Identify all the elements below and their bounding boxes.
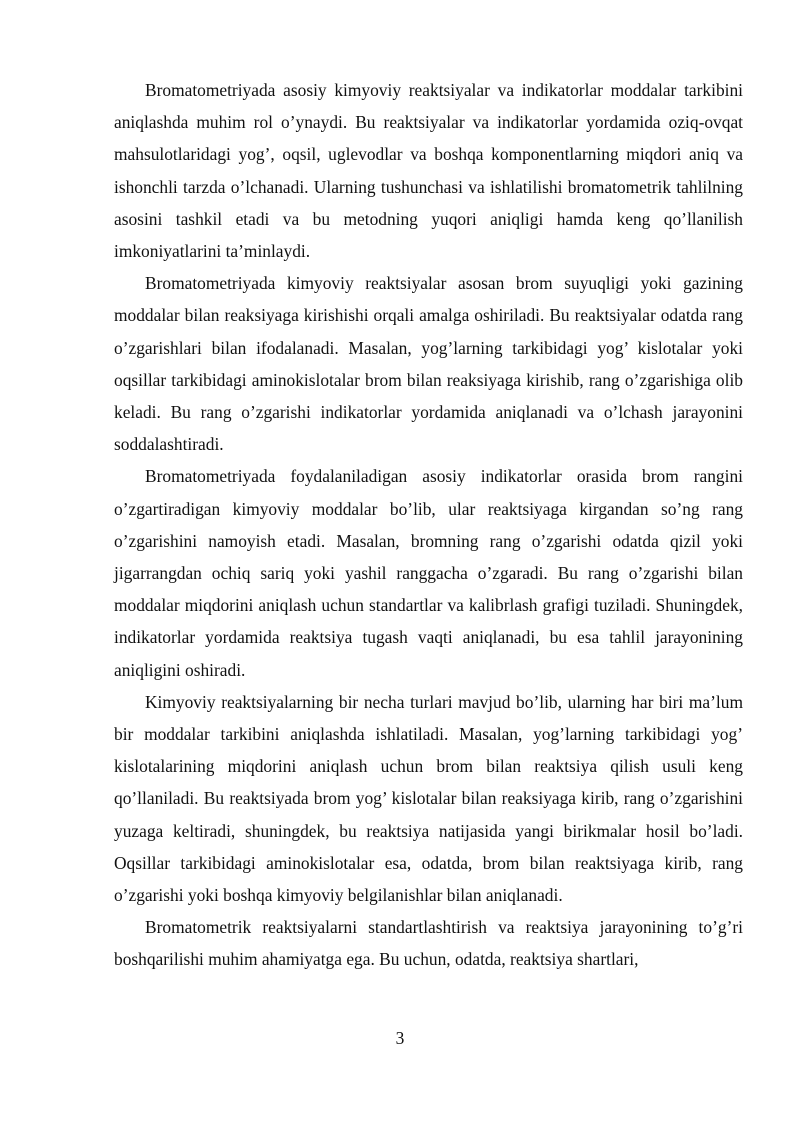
page-number: 3 [395, 1028, 405, 1048]
document-body [114, 74, 743, 976]
paragraph-2: Bromatometriyada kimyoviy reaktsiyalar asosan brom suyuqligi yoki gazining moddalar bilan reaksiyaga kirishishi orqali amalga oshiriladi. Bu reaktsiyalar odatda rang o’zgarishlari bilan ifodalanadi. Masalan, yog’larning tarkibidagi yog’ kislotalar yoki oqsillar tarkibidagi aminokislotalar brom bilan reaksiyaga kirishib, rang o’zgarishiga olib keladi. Bu rang o’zgarishi indikatorlar yordamida aniqlanadi va o’lchash jarayonini soddalashtiradi. [114, 273, 743, 455]
paragraph-5: Bromatometrik reaktsiyalarni standartlashtirish va reaktsiya jarayonining to’g’ri boshqarilishi muhim ahamiyatga ega. Bu uchun, odatda, reaktsiya shartlari, [114, 917, 743, 970]
paragraph-1: Bromatometriyada asosiy kimyoviy reaktsiyalar va indikatorlar moddalar tarkibini aniqlashda muhim rol o’ynaydi. Bu reaktsiyalar va indikatorlar yordamida oziq-ovqat mahsulotlaridagi yog’, oqsil, uglevodlar va boshqa komponentlarning miqdori aniq va ishonchli tarzda o’lchanadi. Ularning tushunchasi va ishlatilishi bromatometrik tahlilning asosini tashkil etadi va bu metodning yuqori aniqligi hamda keng qo’llanilish imkoniyatlarini ta’minlaydi. [114, 80, 743, 262]
paragraph-3: Bromatometriyada foydalaniladigan asosiy indikatorlar orasida brom rangini o’zgartiradigan kimyoviy moddalar bo’lib, ular reaktsiyaga kirgandan so’ng rang o’zgarishini namoyish etadi. Masalan, bromning rang o’zgarishi odatda qizil yoki jigarrangdan ochiq sariq yoki yashil ranggacha o’zgaradi. Bu rang o’zgarishi bilan moddalar miqdorini aniqlash uchun standartlar va kalibrlash grafigi tuziladi. Shuningdek, indikatorlar yordamida reaktsiya tugash vaqti aniqlanadi, bu esa tahlil jarayonining aniqligini oshiradi. [114, 466, 743, 680]
paragraph-4: Kimyoviy reaktsiyalarning bir necha turlari mavjud bo’lib, ularning har biri ma’lum bir moddalar tarkibini aniqlashda ishlatiladi. Masalan, yog’larning tarkibidagi yog’ kislotalarining miqdorini aniqlash uchun brom bilan reaktsiya qilish usuli keng qo’llaniladi. Bu reaktsiyada brom yog’ kislotalar bilan reaksiyaga kirib, rang o’zgarishini yuzaga keltiradi, shuningdek, bu reaktsiya natijasida yangi birikmalar hosil bo’ladi. Oqsillar tarkibidagi aminokislotalar esa, odatda, brom bilan reaktsiyaga kirib, rang o’zgarishi yoki boshqa kimyoviy belgilanishlar bilan aniqlanadi. [114, 691, 743, 906]
